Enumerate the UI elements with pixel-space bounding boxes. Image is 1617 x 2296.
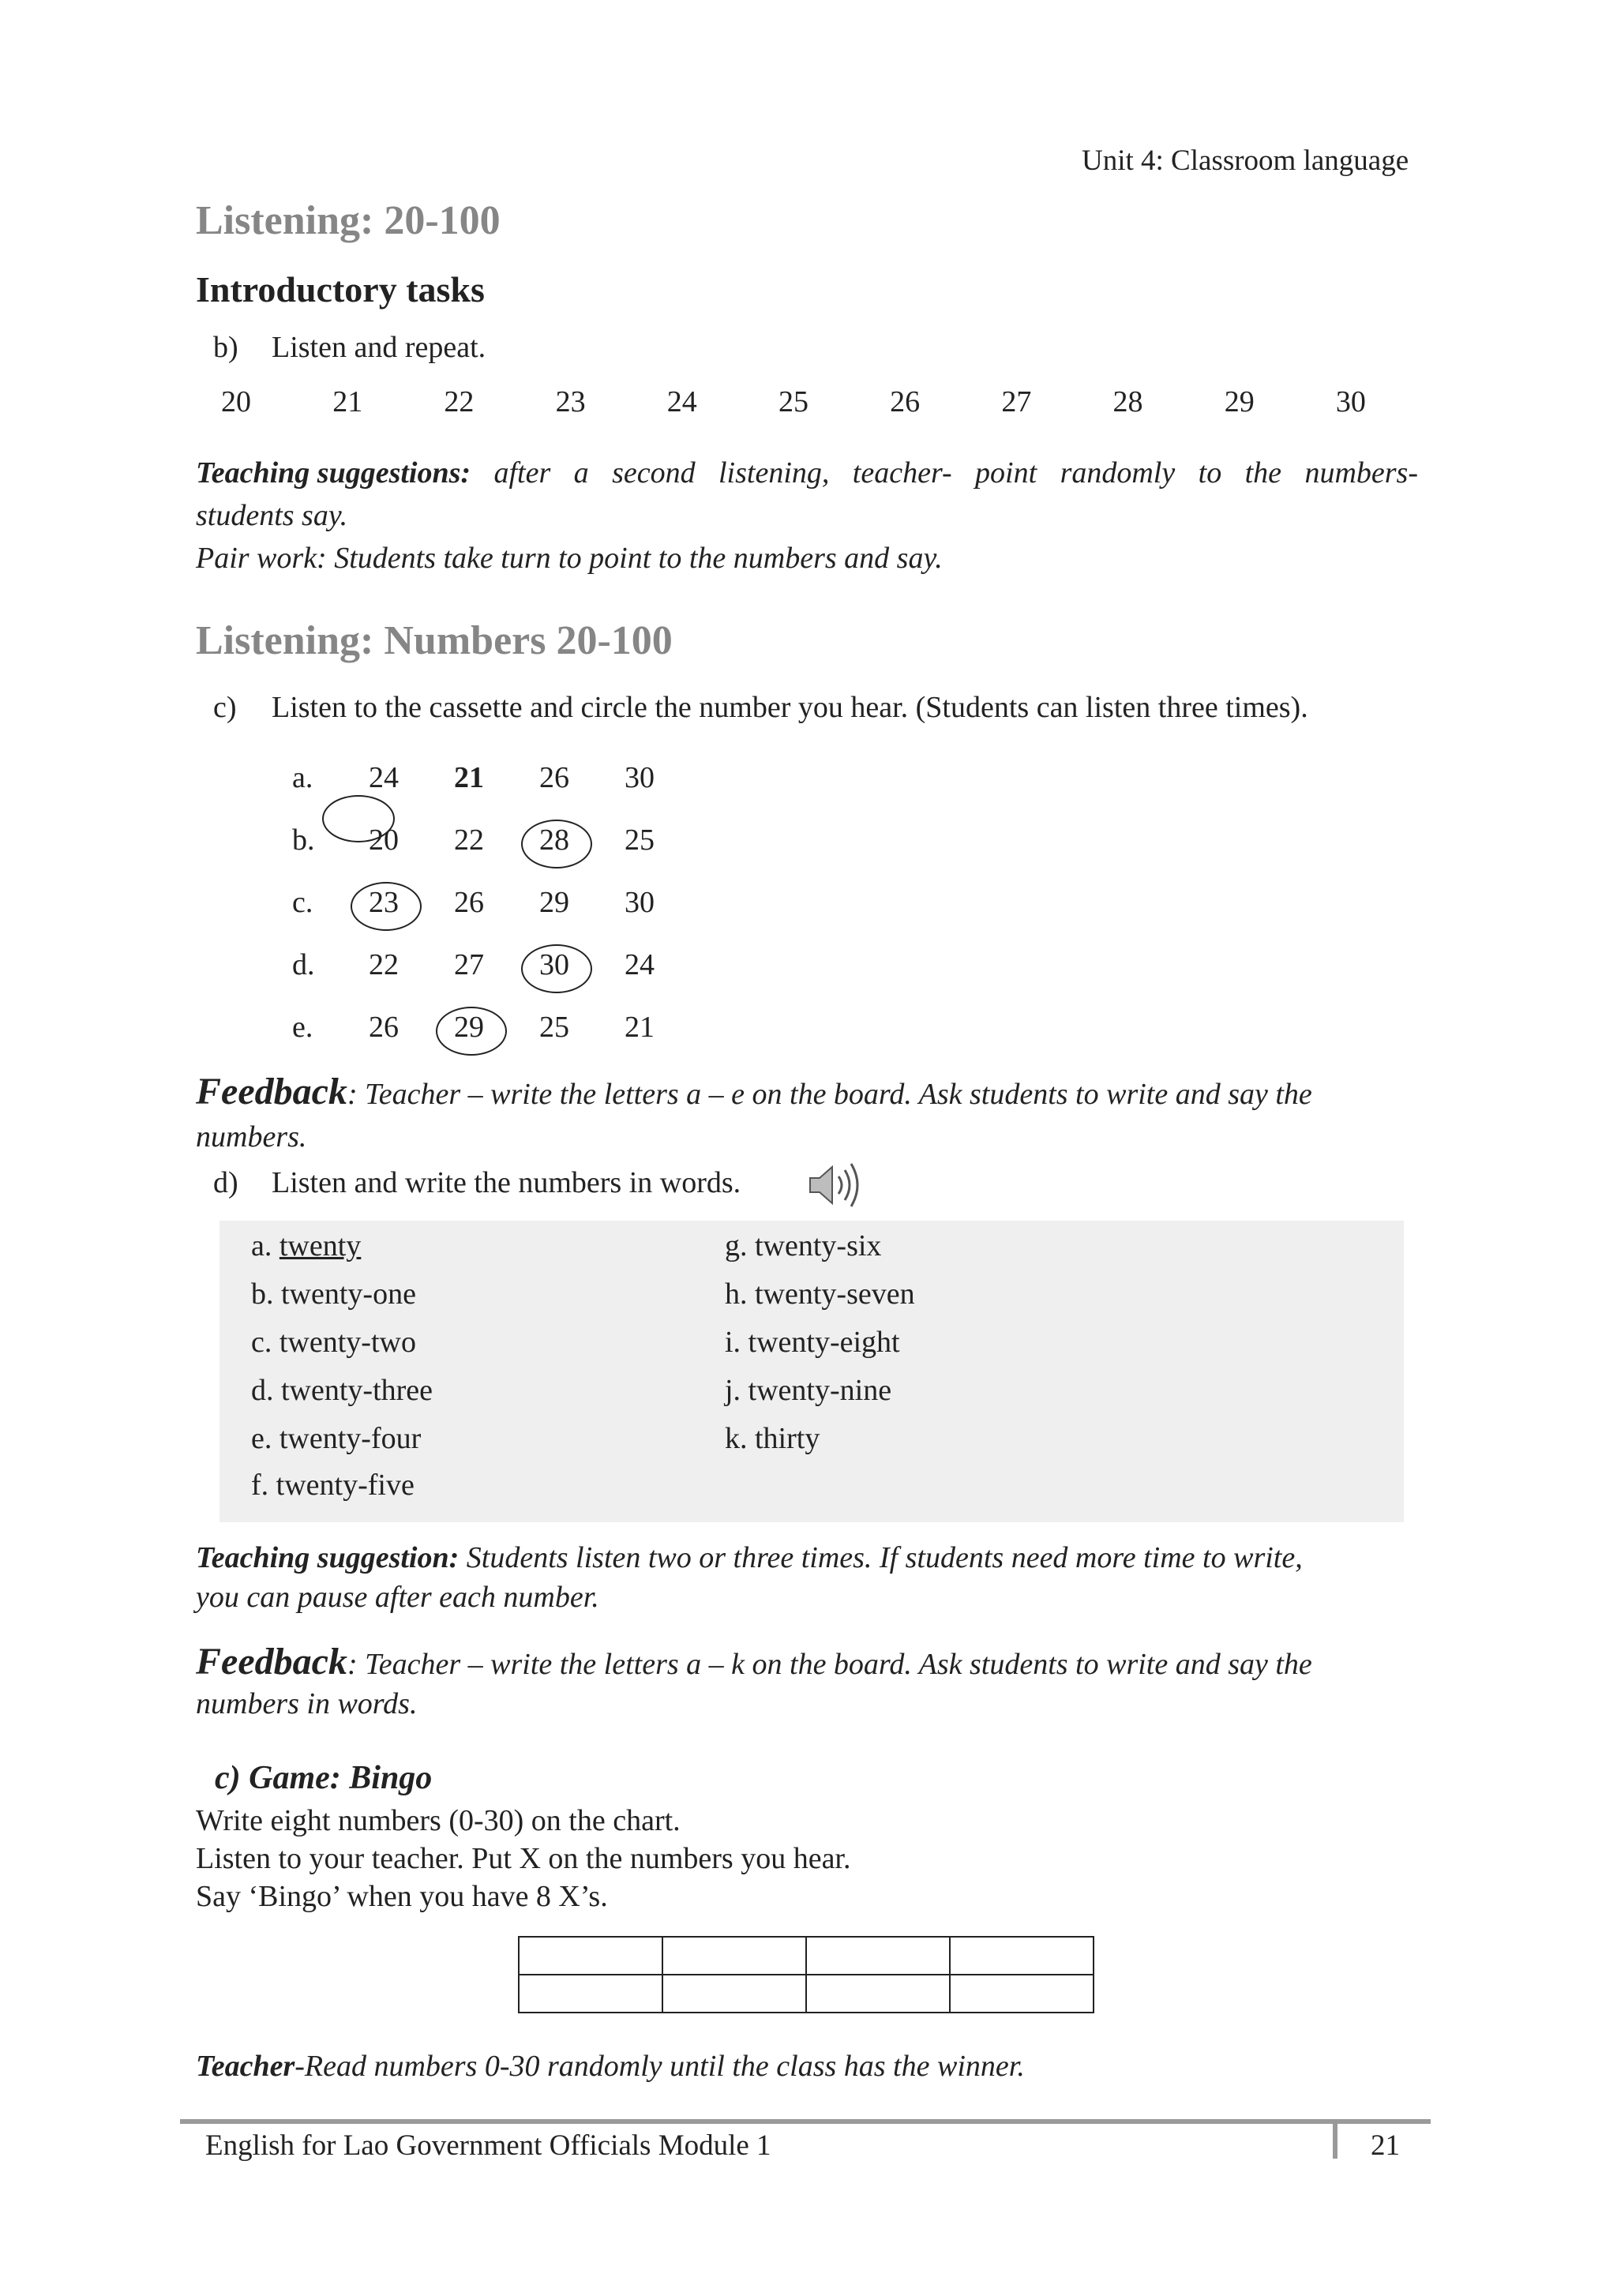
word-item: h. twenty-seven [725,1277,915,1311]
grid-number[interactable]: 29 [539,886,569,919]
number-row [221,385,1366,419]
bingo-cell[interactable] [519,1975,662,2013]
grid-number[interactable]: 30 [625,886,655,919]
word-item: c. twenty-two [251,1326,416,1359]
answer-circle [436,1007,507,1056]
word-item: j. twenty-nine [725,1374,892,1407]
bingo-cell[interactable] [662,1975,806,2013]
grid-number[interactable]: 30 [625,761,655,794]
bingo-cell[interactable] [662,1937,806,1975]
task-b-label: b) [213,331,238,364]
answer-circle [521,944,592,993]
row-label: e. [292,1011,313,1044]
feedback-1: Feedback: Teacher – write the letters a – e on the board. Ask students to write and say the numbers. [196,1071,1312,1154]
grid-number[interactable]: 28 [512,819,597,861]
word-item: f. twenty-five [251,1469,415,1502]
number-item: 29 [1224,385,1255,418]
grid-number[interactable]: 24 [625,948,655,981]
unit-header: Unit 4: Classroom language [1082,144,1409,177]
row-label: c. [292,886,313,919]
word-item: e. twenty-four [251,1422,422,1455]
teaching-suggestions: Teaching suggestions: after a second listening, teacher- point randomly to the numbers- students say. Pair work: Students take turn to point to the numbers and say. [196,456,1418,575]
bingo-instructions: Write eight numbers (0-30) on the chart. Listen to your teacher. Put X on the numbers you hear. Say ‘Bingo’ when you have 8 X’s. [196,1804,851,1913]
word-item: b. twenty-one [251,1277,416,1311]
subtitle-introductory-tasks: Introductory tasks [196,269,485,310]
row-label: a. [292,761,313,794]
feedback-2: Feedback: Teacher – write the letters a – k on the board. Ask students to write and say the numbers in words. [196,1641,1312,1720]
grid-number[interactable]: 21 [454,761,484,794]
number-item: 21 [332,385,363,418]
bingo-cell[interactable] [950,1937,1094,1975]
word-item: k. thirty [725,1422,820,1455]
number-item: 26 [890,385,921,418]
answer-circle [521,820,592,869]
footer-divider [1333,2119,1337,2159]
number-item: 22 [444,385,475,418]
section-title-listening: Listening: 20-100 [196,198,501,243]
teaching-suggestion-2: Teaching suggestion: Students listen two or three times. If students need more time to write, you can pause after each number. [196,1541,1303,1614]
bingo-title: c) Game: Bingo [215,1760,433,1796]
bingo-cell[interactable] [950,1975,1094,2013]
row-label: b. [292,823,315,857]
number-item: 25 [778,385,808,418]
grid-number[interactable]: 20 [369,823,399,857]
grid-row [292,756,682,799]
grid-row [292,944,682,986]
grid-row [292,1006,682,1049]
task-c-text: Listen to the cassette and circle the number you hear. (Students can listen three times). [272,691,1308,724]
word-item: i. twenty-eight [725,1326,900,1359]
teacher-instruction: Teacher-Read numbers 0-30 randomly until the class has the winner. [196,2050,1025,2083]
number-item: 27 [1001,385,1032,418]
word-item: g. twenty-six [725,1229,882,1262]
number-item: 28 [1112,385,1143,418]
grid-number[interactable]: 26 [454,886,484,919]
footer-rule [180,2119,1431,2124]
grid-number[interactable]: 29 [426,1006,512,1049]
grid-number[interactable]: 24 [369,761,399,794]
bingo-cell[interactable] [806,1975,950,2013]
words-left-column [251,1222,433,1507]
task-d-label: d) [213,1166,238,1199]
number-item: 24 [666,385,697,418]
stray-circle-mark [322,795,395,842]
grid-row [292,881,682,924]
task-c-label: c) [213,691,237,724]
grid-number[interactable]: 22 [454,823,484,857]
word-item-a: a. twenty [251,1229,362,1262]
grid-number[interactable]: 22 [369,948,399,981]
footer-book-title: English for Lao Government Officials Module 1 [205,2129,771,2162]
grid-number[interactable]: 26 [539,761,569,794]
grid-number[interactable]: 26 [369,1011,399,1044]
grid-number[interactable]: 23 [341,881,426,924]
speaker-icon [805,1157,869,1217]
grid-number[interactable]: 27 [454,948,484,981]
bingo-chart [518,1936,1094,2013]
bingo-cell[interactable] [519,1937,662,1975]
grid-number[interactable]: 30 [512,944,597,986]
bingo-cell[interactable] [806,1937,950,1975]
number-item: 30 [1335,385,1366,418]
number-item: 23 [555,385,586,418]
grid-number[interactable]: 25 [625,823,655,857]
page-number: 21 [1371,2129,1400,2162]
section-title-numbers: Listening: Numbers 20-100 [196,618,673,663]
grid-number[interactable]: 25 [539,1011,569,1044]
row-label: d. [292,948,315,981]
answer-circle [351,882,422,931]
task-d-text: Listen and write the numbers in words. [272,1166,741,1199]
word-item: d. twenty-three [251,1374,433,1407]
number-item: 20 [221,385,251,418]
task-b-text: Listen and repeat. [272,331,486,364]
words-right-column [725,1222,915,1463]
grid-number[interactable]: 21 [625,1011,655,1044]
